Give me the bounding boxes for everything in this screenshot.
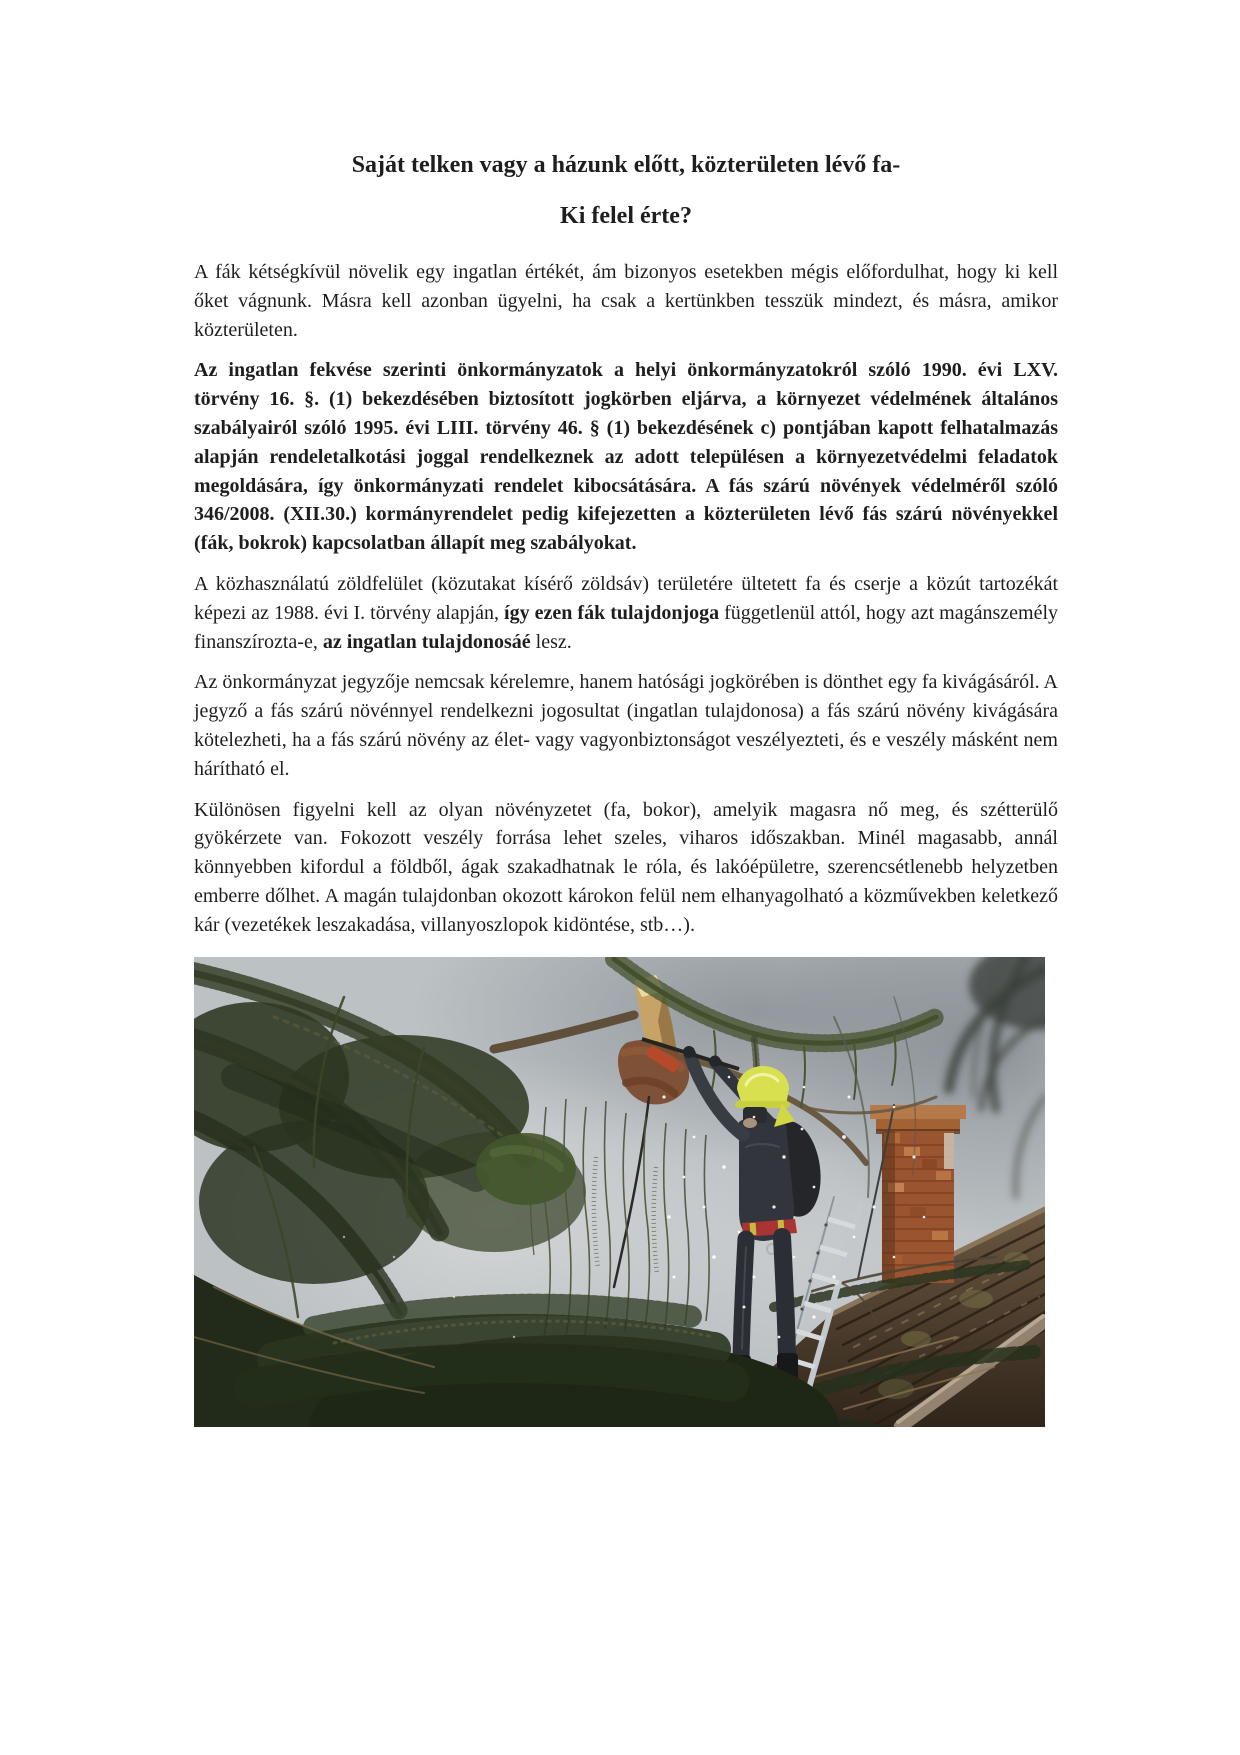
page-title-line-1: Saját telken vagy a házunk előtt, közterületen lévő fa-: [351, 152, 901, 178]
paragraph-ownership-run1: A közhasználatú zöldfelület (közutakat kísérő zöldsáv) területére ültetett fa és cserje a közút tartozékát képezi az 1988. évi I. törvény alapján,: [194, 572, 1058, 624]
paragraph-danger: Különösen figyelni kell az olyan növényzetet (fa, bokor), amelyik magasra nő meg, és szétterülő gyökérzete van. Fokozott veszély forrása lehet szeles, viharos időszakban. Minél magasabb, annál könnyebben kifordul a földből, ágak szakadhatnak le róla, és lakóépületre, szerencsétlenebb helyzetben emberre dőlhet. A magán tulajdonban okozott károkon felül nem elhanyagolható a közművekben keletkező kár (vezetékek leszakadása, villanyoszlopok kidöntése, stb…).: [194, 798, 1058, 936]
paragraph-law-bold: Az ingatlan fekvése szerinti önkormányzatok a helyi önkormányzatokról szóló 1990. évi LXV. törvény 16. §. (1) bekezdésében biztosított jogkörben eljárva, a környezet védelmének általános szabályairól szóló 1995. évi LIII. törvény 46. § (1) bekezdésének c) pontjában kapott felhatalmazás alapján rendeletalkotási joggal rendelkeznek az adott településen a környezetvédelmi feladatok megoldására, így önkormányzati rendelet kibocsátására. A fás szárú növények védelméről szóló 346/2008. (XII.30.) kormányrendelet pedig kifejezetten a közterületen lévő fás szárú növényekkel (fák, bokrok) kapcsolatban állapít meg szabályokat.: [194, 359, 1058, 555]
paragraph-ownership-bold1: így ezen fák tulajdonjoga: [504, 601, 720, 624]
paragraph-intro: A fák kétségkívül növelik egy ingatlan értékét, ám bizonyos esetekben mégis előfordulhat, hogy ki kell őket vágnunk. Másra kell azonban ügyelni, ha csak a kertünkben tesszük mindezt, és másra, amikor közterületen.: [194, 261, 1058, 341]
page-title-line-2: Ki felel érte?: [560, 203, 692, 229]
photo-figure: [194, 957, 1045, 1427]
tree-cutting-photo: [194, 957, 1045, 1427]
paragraph-ownership: [194, 570, 1058, 656]
paragraph-ownership-run3: függetlenül attól, hogy azt magánszemély finanszírozta-e,: [194, 601, 1059, 653]
paragraph-ownership-bold2: az ingatlan tulajdonosáé: [322, 630, 531, 653]
paragraph-ownership-run5: lesz.: [530, 630, 572, 653]
right-leg: [782, 1237, 787, 1355]
paragraph-notary: Az önkormányzat jegyzője nemcsak kérelemre, hanem hatósági jogkörében is dönthet egy fa kivágásáról. A jegyző a fás szárú növénnyel rendelkezni jogosultat (ingatlan tulajdonosa) a fás szárú növény kivágására kötelezheti, ha a fás szárú növény az élet- vagy vagyonbiztonságot veszélyezteti, és e veszély másként nem hárítható el.: [194, 671, 1058, 780]
